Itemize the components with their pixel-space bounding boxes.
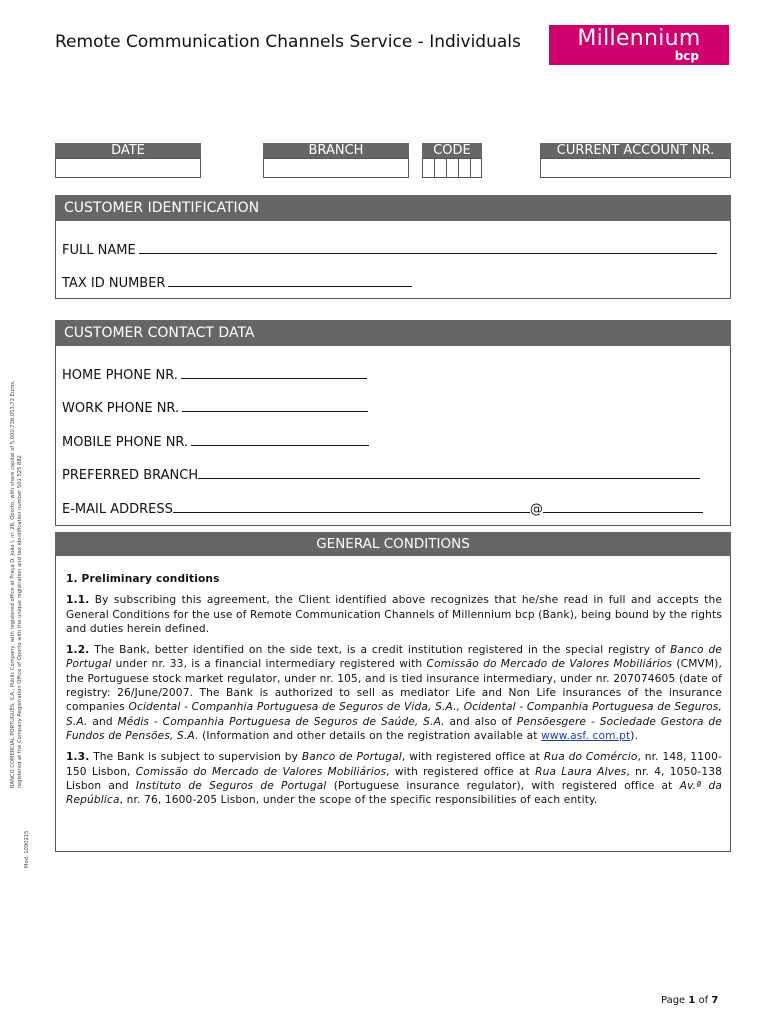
page-title: Remote Communication Channels Service - Individuals	[55, 32, 521, 52]
side-legal-text: BANCO COMERCIAL PORTUGUÊS, S.A., Public Company, with registered office at Praça D. João I, nr. 28, Oporto, with share capital of 5.600.738.053,72 Euros, registered at the Company Registration Office of Oporto with the unique registration and tax identification number 501 525 882	[10, 380, 23, 788]
asf-link[interactable]: www.asf. com.pt	[541, 729, 631, 742]
home-phone-input[interactable]	[181, 366, 367, 379]
email-domain-input[interactable]	[543, 500, 703, 513]
condition-1-1: 1.1. By subscribing this agreement, the Client identified above recognizes that he/she read in full and accepts the General Conditions for the use of Remote Communication Channels of Millennium bcp (Bank), being bound by the rights and duties herein defined.	[66, 594, 723, 635]
preferred-branch-label: PREFERRED BRANCH	[62, 468, 199, 483]
account-field[interactable]	[540, 158, 731, 178]
full-name-row	[62, 241, 717, 258]
general-conditions-text	[66, 572, 722, 814]
branch-field[interactable]	[263, 158, 409, 178]
form-model-code: Mod. 1090215	[24, 830, 30, 868]
mobile-phone-input[interactable]	[191, 433, 369, 446]
email-row	[62, 500, 703, 517]
code-field[interactable]	[422, 158, 482, 178]
condition-1-2: 1.2. The Bank, better identified on the side text, is a credit institution registered in the special registry of Banco de Portugal under nr. 33, is a financial intermediary registered with Comissão do Mercado de Valores Mobiliários (CMVM), the Portuguese stock market regulator, under nr. 105, and is tied insurance intermediary, under nr. 207074605 (date of registry: 26/June/2007. The Bank is authorized to sell as mediator Life and Non Life insurances of the insurance companies Ocidental - Companhia Portuguesa de Seguros de Vida, S.A., Ocidental - Companhia Portuguesa de Seguros, S.A. and Médis - Companhia Portuguesa de Seguros de Saúde, S.A. and also of Pensõesgere - Sociedade Gestora de Fundos de Pensões, S.A. (Information and other details on the registration available at www.asf. com.pt).	[66, 644, 722, 742]
logo-sub: bcp	[674, 49, 699, 63]
full-name-label: FULL NAME	[62, 243, 136, 258]
tax-id-label: TAX ID NUMBER	[62, 276, 166, 291]
full-name-input[interactable]	[139, 241, 717, 254]
tax-id-input[interactable]	[168, 274, 412, 287]
preferred-branch-row	[62, 466, 700, 483]
customer-contact-header: CUSTOMER CONTACT DATA	[55, 320, 731, 346]
date-field[interactable]	[55, 158, 201, 178]
work-phone-input[interactable]	[182, 399, 368, 412]
mobile-phone-label: MOBILE PHONE NR.	[62, 435, 189, 450]
work-phone-row	[62, 399, 368, 416]
code-label: CODE	[422, 143, 482, 158]
tax-id-row	[62, 274, 412, 291]
account-label: CURRENT ACCOUNT NR.	[540, 143, 731, 158]
page-number: Page 1 of 7	[661, 995, 719, 1006]
email-label: E-MAIL ADDRESS	[62, 502, 173, 517]
millennium-bcp-logo	[549, 25, 729, 65]
home-phone-row	[62, 366, 367, 383]
preferred-branch-input[interactable]	[198, 466, 700, 479]
logo-name: Millennium	[577, 26, 701, 51]
date-label: DATE	[55, 143, 201, 158]
branch-label: BRANCH	[263, 143, 409, 158]
mobile-phone-row	[62, 433, 369, 450]
condition-1-3: 1.3. The Bank is subject to supervision by Banco de Portugal, with registered office at Rua do Comércio, nr. 148, 1100-150 Lisbon, Comissão do Mercado de Valores Mobiliários, with registered office at Rua Laura Alves, nr. 4, 1050-138 Lisbon and Instituto de Seguros de Portugal (Portuguese insurance regulator), with registered office at Av.ª da República, nr. 76, 1600-205 Lisbon, under the scope of the specific responsibilities of each entity.	[66, 751, 722, 807]
work-phone-label: WORK PHONE NR.	[62, 401, 180, 416]
email-at-sign: @	[529, 502, 543, 517]
customer-identification-header: CUSTOMER IDENTIFICATION	[55, 195, 731, 221]
home-phone-label: HOME PHONE NR.	[62, 368, 178, 383]
conditions-heading: 1. Preliminary conditions	[66, 573, 220, 585]
email-user-input[interactable]	[173, 500, 530, 513]
general-conditions-header: GENERAL CONDITIONS	[55, 532, 731, 556]
